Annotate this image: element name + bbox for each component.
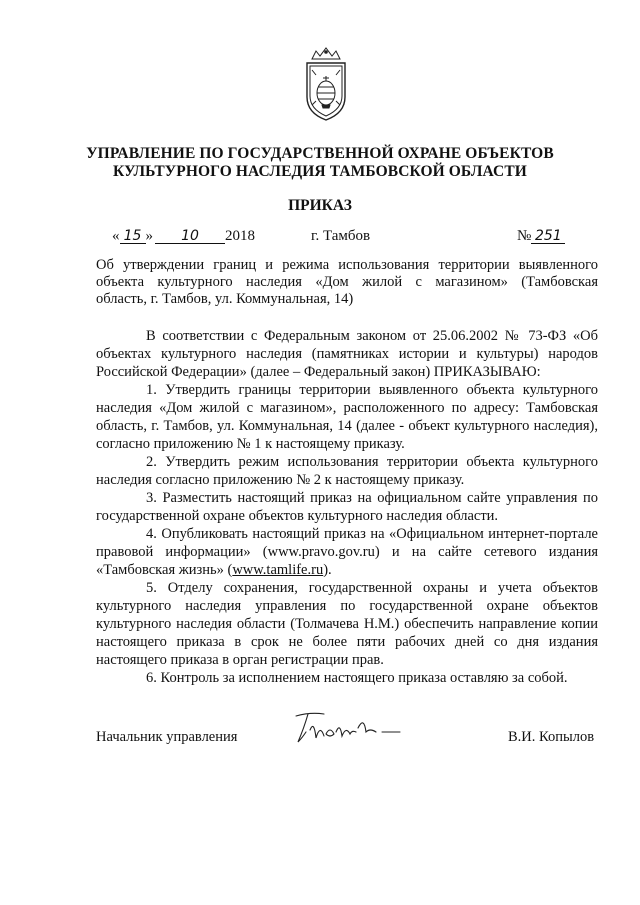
document-number [517, 228, 565, 245]
number-prefix: № [517, 228, 532, 244]
organization-name-line2: КУЛЬТУРНОГО НАСЛЕДИЯ ТАМБОВСКОЙ ОБЛАСТИ [113, 163, 527, 180]
number-value: 251 [531, 229, 565, 244]
order-item-1: 1. Утвердить границы территории выявленного объекта культурного наследия «Дом жилой с магазином», расположенного по адресу: Тамбовская область, г. Тамбов, ул. Коммунальная, 14 (далее - объект культурного наследия), согласно приложению № 1 к настоящему приказу. [96, 382, 598, 452]
document-date [112, 228, 255, 245]
coat-of-arms-icon [302, 45, 350, 123]
preamble-paragraph: В соответствии с Федеральным законом от 25.06.2002 № 73-ФЗ «Об объектах культурного наследия (памятниках истории и культуры) народов Российской Федерации» (далее – Федеральный закон) ПРИКАЗЫВАЮ: [96, 328, 598, 380]
order-item-6: 6. Контроль за исполнением настоящего приказа оставляю за собой. [146, 670, 568, 686]
date-month: 10 [155, 229, 225, 244]
subject-line: область, г. Тамбов, ул. Коммунальная, 14) [96, 291, 354, 307]
order-item-5: 5. Отделу сохранения, государственной охраны и учета объектов культурного наследия управления по государственной охране объектов культурного наследия области (Толмачева Н.М.) обеспечить направление копии настоящего приказа в срок не более пяти рабочих дней со дня издания настоящего приказа в орган регистрации прав. [96, 580, 598, 668]
subject-line: Об утверждении границ и режима использования территории выявленного [96, 257, 598, 273]
document-body [96, 327, 598, 687]
date-open-quote: « [112, 228, 120, 244]
order-item-3: 3. Разместить настоящий приказ на официальном сайте управления по государственной охране объектов культурного наследия области. [96, 490, 598, 524]
signatory-position: Начальник управления [96, 729, 238, 745]
tamlife-link[interactable]: www.tamlife.ru [232, 562, 324, 578]
date-day: 15 [120, 229, 146, 244]
date-close-quote: » [145, 228, 153, 244]
handwritten-signature-icon [290, 708, 410, 748]
date-year: 2018 [225, 228, 255, 244]
order-item-4-text: 4. Опубликовать настоящий приказ на «Официальном интернет-портале правовой информации» (www.pravo.gov.ru) и на сайте сетевого издания «Тамбовская жизнь» ( [96, 526, 598, 578]
order-item-4 [96, 525, 598, 579]
subject-line: объекта культурного наследия «Дом жилой с магазином» (Тамбовская [96, 274, 598, 290]
organization-name-line1: УПРАВЛЕНИЕ ПО ГОСУДАРСТВЕННОЙ ОХРАНЕ ОБЪЕКТОВ [86, 145, 554, 162]
document-type-title: ПРИКАЗ [288, 197, 352, 214]
order-item-2: 2. Утвердить режим использования территории объекта культурного наследия согласно приложению № 2 к настоящему приказу. [96, 454, 598, 488]
signatory-name: В.И. Копылов [508, 729, 595, 745]
document-subject [96, 257, 598, 308]
order-item-4-end: ). [323, 562, 332, 578]
document-city: г. Тамбов [311, 228, 371, 244]
